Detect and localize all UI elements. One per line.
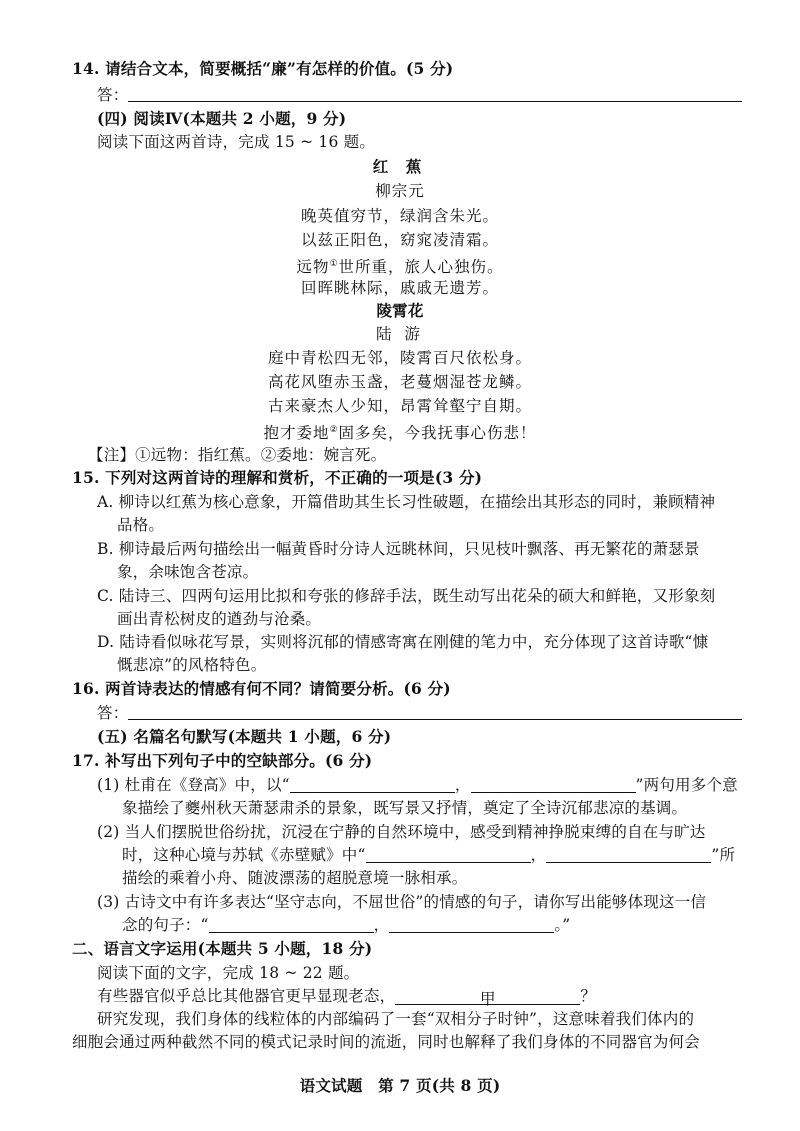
section-4-heading: (四) 阅读Ⅳ(本题共 2 小题，9 分) xyxy=(97,109,347,128)
poem-1-line-4: 回晖眺林际，戚戚无遗芳。 xyxy=(300,279,499,297)
poem-2-title: 陵霄花 xyxy=(376,301,424,320)
blank-17-2-a[interactable] xyxy=(366,846,531,863)
q17-item-3-line-1: (3) 古诗文中有许多表达“坚守志向，不屈世俗”的情感的句子，请你写出能够体现这一信 xyxy=(97,893,707,911)
option-15-b-line-2: 象，余味饱含苍凉。 xyxy=(117,563,259,581)
section-4-instruction: 阅读下面这两首诗，完成 15 ~ 16 题。 xyxy=(97,133,376,151)
poem-1-line-3 xyxy=(0,253,800,278)
poem-2-line-3: 古来豪杰人少知，昂霄耸壑宁自期。 xyxy=(267,397,532,415)
q17-item-2-suffix: ”所 xyxy=(711,846,736,864)
part-2-instruction: 阅读下面的文字，完成 18 ~ 22 题。 xyxy=(97,964,360,982)
answer-label-16: 答： xyxy=(97,704,129,722)
poem-2-line-4-prefix: 抱才委地 xyxy=(263,424,330,442)
q17-item-1-line-2: 象描绘了夔州秋天萧瑟肃杀的景象，既写景又抒情，奠定了全诗沉郁悲凉的基调。 xyxy=(122,799,688,817)
answer-line-16[interactable] xyxy=(128,719,742,720)
poem-2-line-2: 高花风堕赤玉盏，老蔓烟湿苍龙鳞。 xyxy=(267,373,532,391)
q17-item-2-prefix: 时，这种心境与苏轼《赤壁赋》中“ xyxy=(122,846,366,864)
passage-p1-text: 有些器官似乎总比其他器官更早显现老态， xyxy=(97,987,396,1005)
footnote-mark-2: ② xyxy=(329,425,339,435)
option-15-c-line-1[interactable]: C. 陆诗三、四两句运用比拟和夸张的修辞手法，既生动写出花朵的硕大和鲜艳，又形象刻 xyxy=(97,587,716,605)
poem-2-line-4-rest: 固多矣，今我抚事心伤悲！ xyxy=(338,424,537,442)
poem-1-line-2: 以兹正阳色，窈窕凌清霜。 xyxy=(300,231,499,249)
passage-paragraph-1 xyxy=(97,985,596,1007)
q17-item-1-comma: ， xyxy=(454,776,471,794)
poem-1-title: 红 蕉 xyxy=(372,157,428,176)
poem-2-author: 陆 游 xyxy=(376,325,424,343)
option-15-b-line-1[interactable]: B. 柳诗最后两句描绘出一幅黄昏时分诗人远眺林间，只见枝叶飘落、再无繁花的萧瑟景 xyxy=(97,540,700,558)
blank-17-1-a[interactable] xyxy=(290,776,455,793)
section-5-heading: (五) 名篇名句默写(本题共 1 小题，6 分) xyxy=(97,727,392,746)
option-15-a-line-2: 品格。 xyxy=(117,516,165,534)
passage-paragraph-2-line-2: 细胞会通过两种截然不同的模式记录时间的流逝，同时也解释了我们身体的不同器官为何会 xyxy=(72,1033,701,1051)
q17-item-2-line-2 xyxy=(122,844,735,866)
footnote-mark-1: ① xyxy=(329,259,339,269)
passage-p1-question-mark: ？ xyxy=(580,987,597,1005)
poem-1-line-1: 晚英值穷节，绿润含朱光。 xyxy=(300,207,499,225)
poem-note: 【注】①远物：指红蕉。②委地：婉言死。 xyxy=(88,446,387,464)
poem-1-line-3-rest: 世所重，旅人心独伤。 xyxy=(338,258,504,276)
blank-17-2-b[interactable] xyxy=(546,846,711,863)
q17-item-3-prefix: 念的句子：“ xyxy=(122,916,209,934)
option-15-d-line-2: 慨悲凉”的风格特色。 xyxy=(117,656,267,674)
option-15-a-line-1[interactable]: A. 柳诗以红蕉为核心意象，开篇借助其生长习性破题，在描绘出其形态的同时，兼顾精神 xyxy=(97,493,716,511)
q17-item-3-suffix: 。” xyxy=(554,916,571,934)
question-17: 17. 补写出下列句子中的空缺部分。(6 分) xyxy=(72,751,373,770)
q17-item-2-line-3: 描绘的乘着小舟、随波漂荡的超脱意境一脉相承。 xyxy=(122,869,468,887)
part-2-heading: 二、语言文字运用(本题共 5 小题，18 分) xyxy=(72,939,373,958)
blank-17-1-b[interactable] xyxy=(471,776,636,793)
passage-paragraph-2-line-1: 研究发现，我们身体的线粒体的内部编码了一套“双相分子时钟”，这意味着我们体内的 xyxy=(97,1010,695,1028)
q17-item-1-suffix: ”两句用多个意 xyxy=(635,776,738,794)
blank-17-3-a[interactable] xyxy=(209,916,374,933)
question-15: 15. 下列对这两首诗的理解和赏析，不正确的一项是(3 分) xyxy=(72,468,483,487)
blank-17-3-b[interactable] xyxy=(389,916,554,933)
question-14: 14. 请结合文本，简要概括“廉”有怎样的价值。(5 分) xyxy=(72,59,454,78)
q17-item-3-line-2 xyxy=(122,914,570,936)
answer-label-14: 答： xyxy=(97,86,129,104)
q17-item-2-line-1: (2) 当人们摆脱世俗纷扰，沉浸在宁静的自然环境中，感受到精神挣脱束缚的自在与旷达 xyxy=(97,823,706,841)
q17-item-3-comma: ， xyxy=(373,916,390,934)
poem-1-author: 柳宗元 xyxy=(375,182,425,200)
blank-jia[interactable]: 甲 xyxy=(395,988,580,1005)
poem-1-line-3-prefix: 远物 xyxy=(296,258,330,276)
poem-2-line-1: 庭中青松四无邻，陵霄百尺依松身。 xyxy=(267,349,532,367)
option-15-d-line-1[interactable]: D. 陆诗看似咏花写景，实则将沉郁的情感寄寓在刚健的笔力中，充分体现了这首诗歌“慷 xyxy=(97,633,709,651)
q17-item-2-comma: ， xyxy=(530,846,547,864)
question-16: 16. 两首诗表达的情感有何不同？请简要分析。(6 分) xyxy=(72,679,451,698)
option-15-c-line-2: 画出青松树皮的遒劲与沧桑。 xyxy=(117,610,322,628)
poem-2-line-4 xyxy=(0,419,800,444)
page-footer: 语文试题 第 7 页(共 8 页) xyxy=(299,1076,501,1095)
q17-item-1-line-1 xyxy=(97,774,738,796)
answer-line-14[interactable] xyxy=(128,101,742,102)
q17-item-1-prefix: (1) 杜甫在《登高》中，以“ xyxy=(97,776,290,794)
